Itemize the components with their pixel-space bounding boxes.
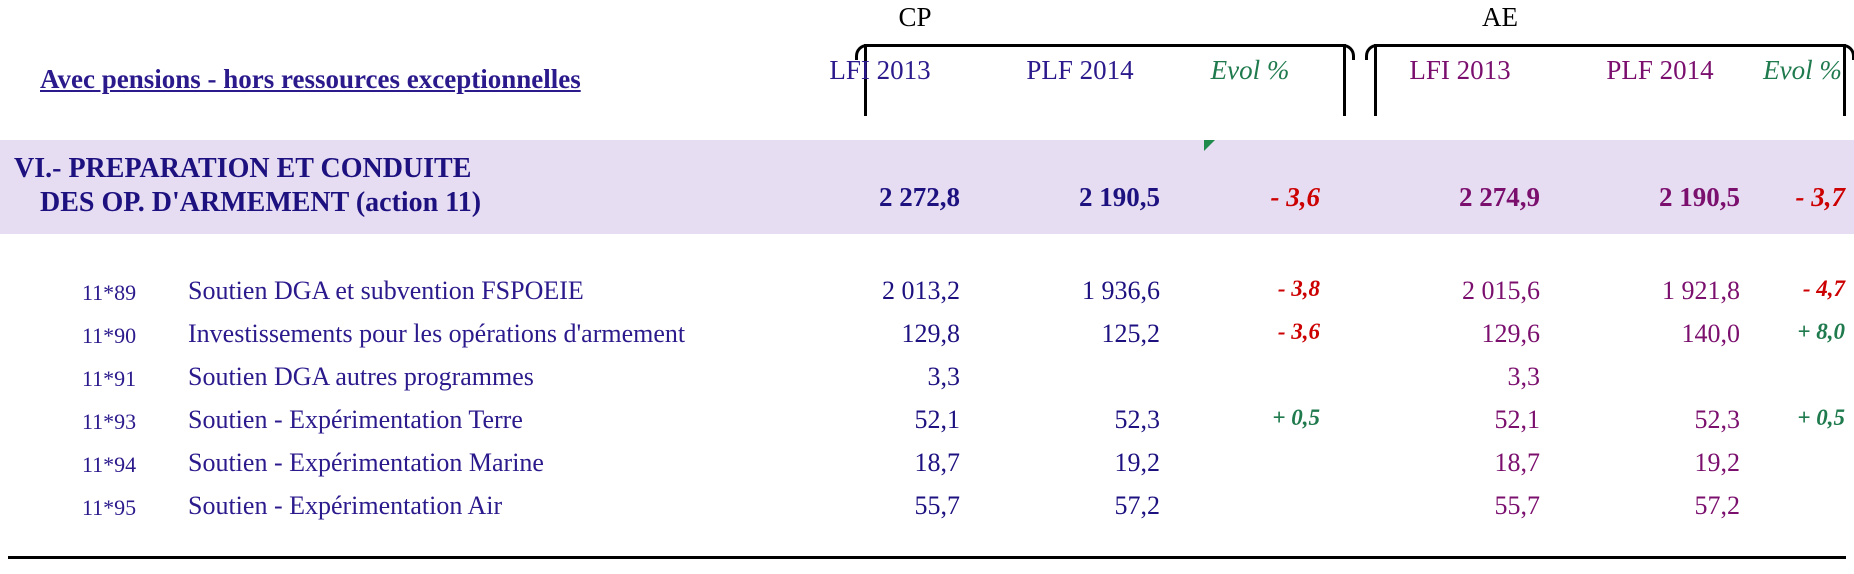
table-row xyxy=(0,487,1854,529)
row-ae-lfi: 3,3 xyxy=(1507,362,1540,391)
group-header-ae: AE xyxy=(1482,2,1518,32)
row-cp-plf: 125,2 xyxy=(1101,319,1160,348)
page-title: Avec pensions - hors ressources exceptionnelles xyxy=(40,64,581,94)
brace-ae-left-leg xyxy=(1374,44,1377,116)
row-ae-lfi: 18,7 xyxy=(1494,448,1540,477)
cell-comment-marker-icon xyxy=(1204,140,1215,151)
row-ae-plf: 1 921,8 xyxy=(1662,276,1740,305)
row-ae-lfi: 129,6 xyxy=(1481,319,1540,348)
row-code: 11*89 xyxy=(82,280,137,305)
table-bottom-rule xyxy=(8,556,1846,559)
band-value-cp-lfi: 2 272,8 xyxy=(879,182,960,212)
row-code: 11*91 xyxy=(82,366,137,391)
row-ae-evol: - 4,7 xyxy=(1802,276,1845,301)
band-value-ae-lfi: 2 274,9 xyxy=(1459,182,1540,212)
row-cp-evol: + 0,5 xyxy=(1272,405,1320,430)
row-cp-lfi: 55,7 xyxy=(914,491,960,520)
row-ae-lfi: 55,7 xyxy=(1494,491,1540,520)
row-label: Soutien - Expérimentation Terre xyxy=(188,405,523,434)
column-header-cp-lfi: LFI 2013 xyxy=(829,55,931,85)
row-code: 11*94 xyxy=(82,452,137,477)
row-cp-lfi: 2 013,2 xyxy=(882,276,960,305)
row-code: 11*90 xyxy=(82,323,137,348)
row-label: Soutien - Expérimentation Air xyxy=(188,491,503,520)
band-value-ae-plf: 2 190,5 xyxy=(1659,182,1740,212)
table-row xyxy=(0,272,1854,314)
row-ae-lfi: 52,1 xyxy=(1494,405,1540,434)
brace-cp-right-leg xyxy=(1343,44,1346,116)
row-label: Soutien - Expérimentation Marine xyxy=(188,448,544,477)
band-value-cp-evol: - 3,6 xyxy=(1270,182,1320,212)
row-label: Soutien DGA autres programmes xyxy=(188,362,534,391)
brace-cp-topbar xyxy=(865,44,1345,47)
row-cp-plf: 19,2 xyxy=(1114,448,1160,477)
band-value-cp-plf: 2 190,5 xyxy=(1079,182,1160,212)
column-header-ae-lfi: LFI 2013 xyxy=(1409,55,1511,85)
section-band-title-line2: DES OP. D'ARMEMENT (action 11) xyxy=(40,187,482,218)
row-label: Investissements pour les opérations d'armement xyxy=(188,319,686,348)
row-ae-lfi: 2 015,6 xyxy=(1462,276,1540,305)
row-code: 11*95 xyxy=(82,495,137,520)
row-ae-plf: 52,3 xyxy=(1694,405,1740,434)
row-ae-evol: + 8,0 xyxy=(1797,319,1845,344)
column-header-ae-plf: PLF 2014 xyxy=(1606,55,1714,85)
column-header-cp-evol: Evol % xyxy=(1210,55,1290,85)
row-cp-plf: 52,3 xyxy=(1114,405,1160,434)
row-ae-plf: 19,2 xyxy=(1694,448,1740,477)
row-code: 11*93 xyxy=(82,409,137,434)
table-row xyxy=(0,315,1854,357)
row-ae-plf: 57,2 xyxy=(1694,491,1740,520)
column-header-cp-plf: PLF 2014 xyxy=(1026,55,1134,85)
group-header-cp: CP xyxy=(898,2,932,32)
row-ae-evol: + 0,5 xyxy=(1797,405,1845,430)
column-header-ae-evol: Evol % xyxy=(1763,55,1842,85)
section-band-title xyxy=(14,152,814,220)
row-cp-lfi: 18,7 xyxy=(914,448,960,477)
table-row xyxy=(0,401,1854,443)
row-ae-plf: 140,0 xyxy=(1681,319,1740,348)
row-cp-lfi: 52,1 xyxy=(914,405,960,434)
section-band-title-line1: VI.- PREPARATION ET CONDUITE xyxy=(14,153,472,184)
row-cp-evol: - 3,6 xyxy=(1277,319,1320,344)
band-value-ae-evol: - 3,7 xyxy=(1795,182,1845,212)
brace-ae-topbar xyxy=(1375,44,1845,47)
row-cp-lfi: 129,8 xyxy=(901,319,960,348)
row-label: Soutien DGA et subvention FSPOEIE xyxy=(188,276,584,305)
row-cp-plf: 1 936,6 xyxy=(1082,276,1160,305)
row-cp-evol: - 3,8 xyxy=(1277,276,1320,301)
table-row xyxy=(0,358,1854,400)
row-cp-lfi: 3,3 xyxy=(927,362,960,391)
row-cp-plf: 57,2 xyxy=(1114,491,1160,520)
table-row xyxy=(0,444,1854,486)
